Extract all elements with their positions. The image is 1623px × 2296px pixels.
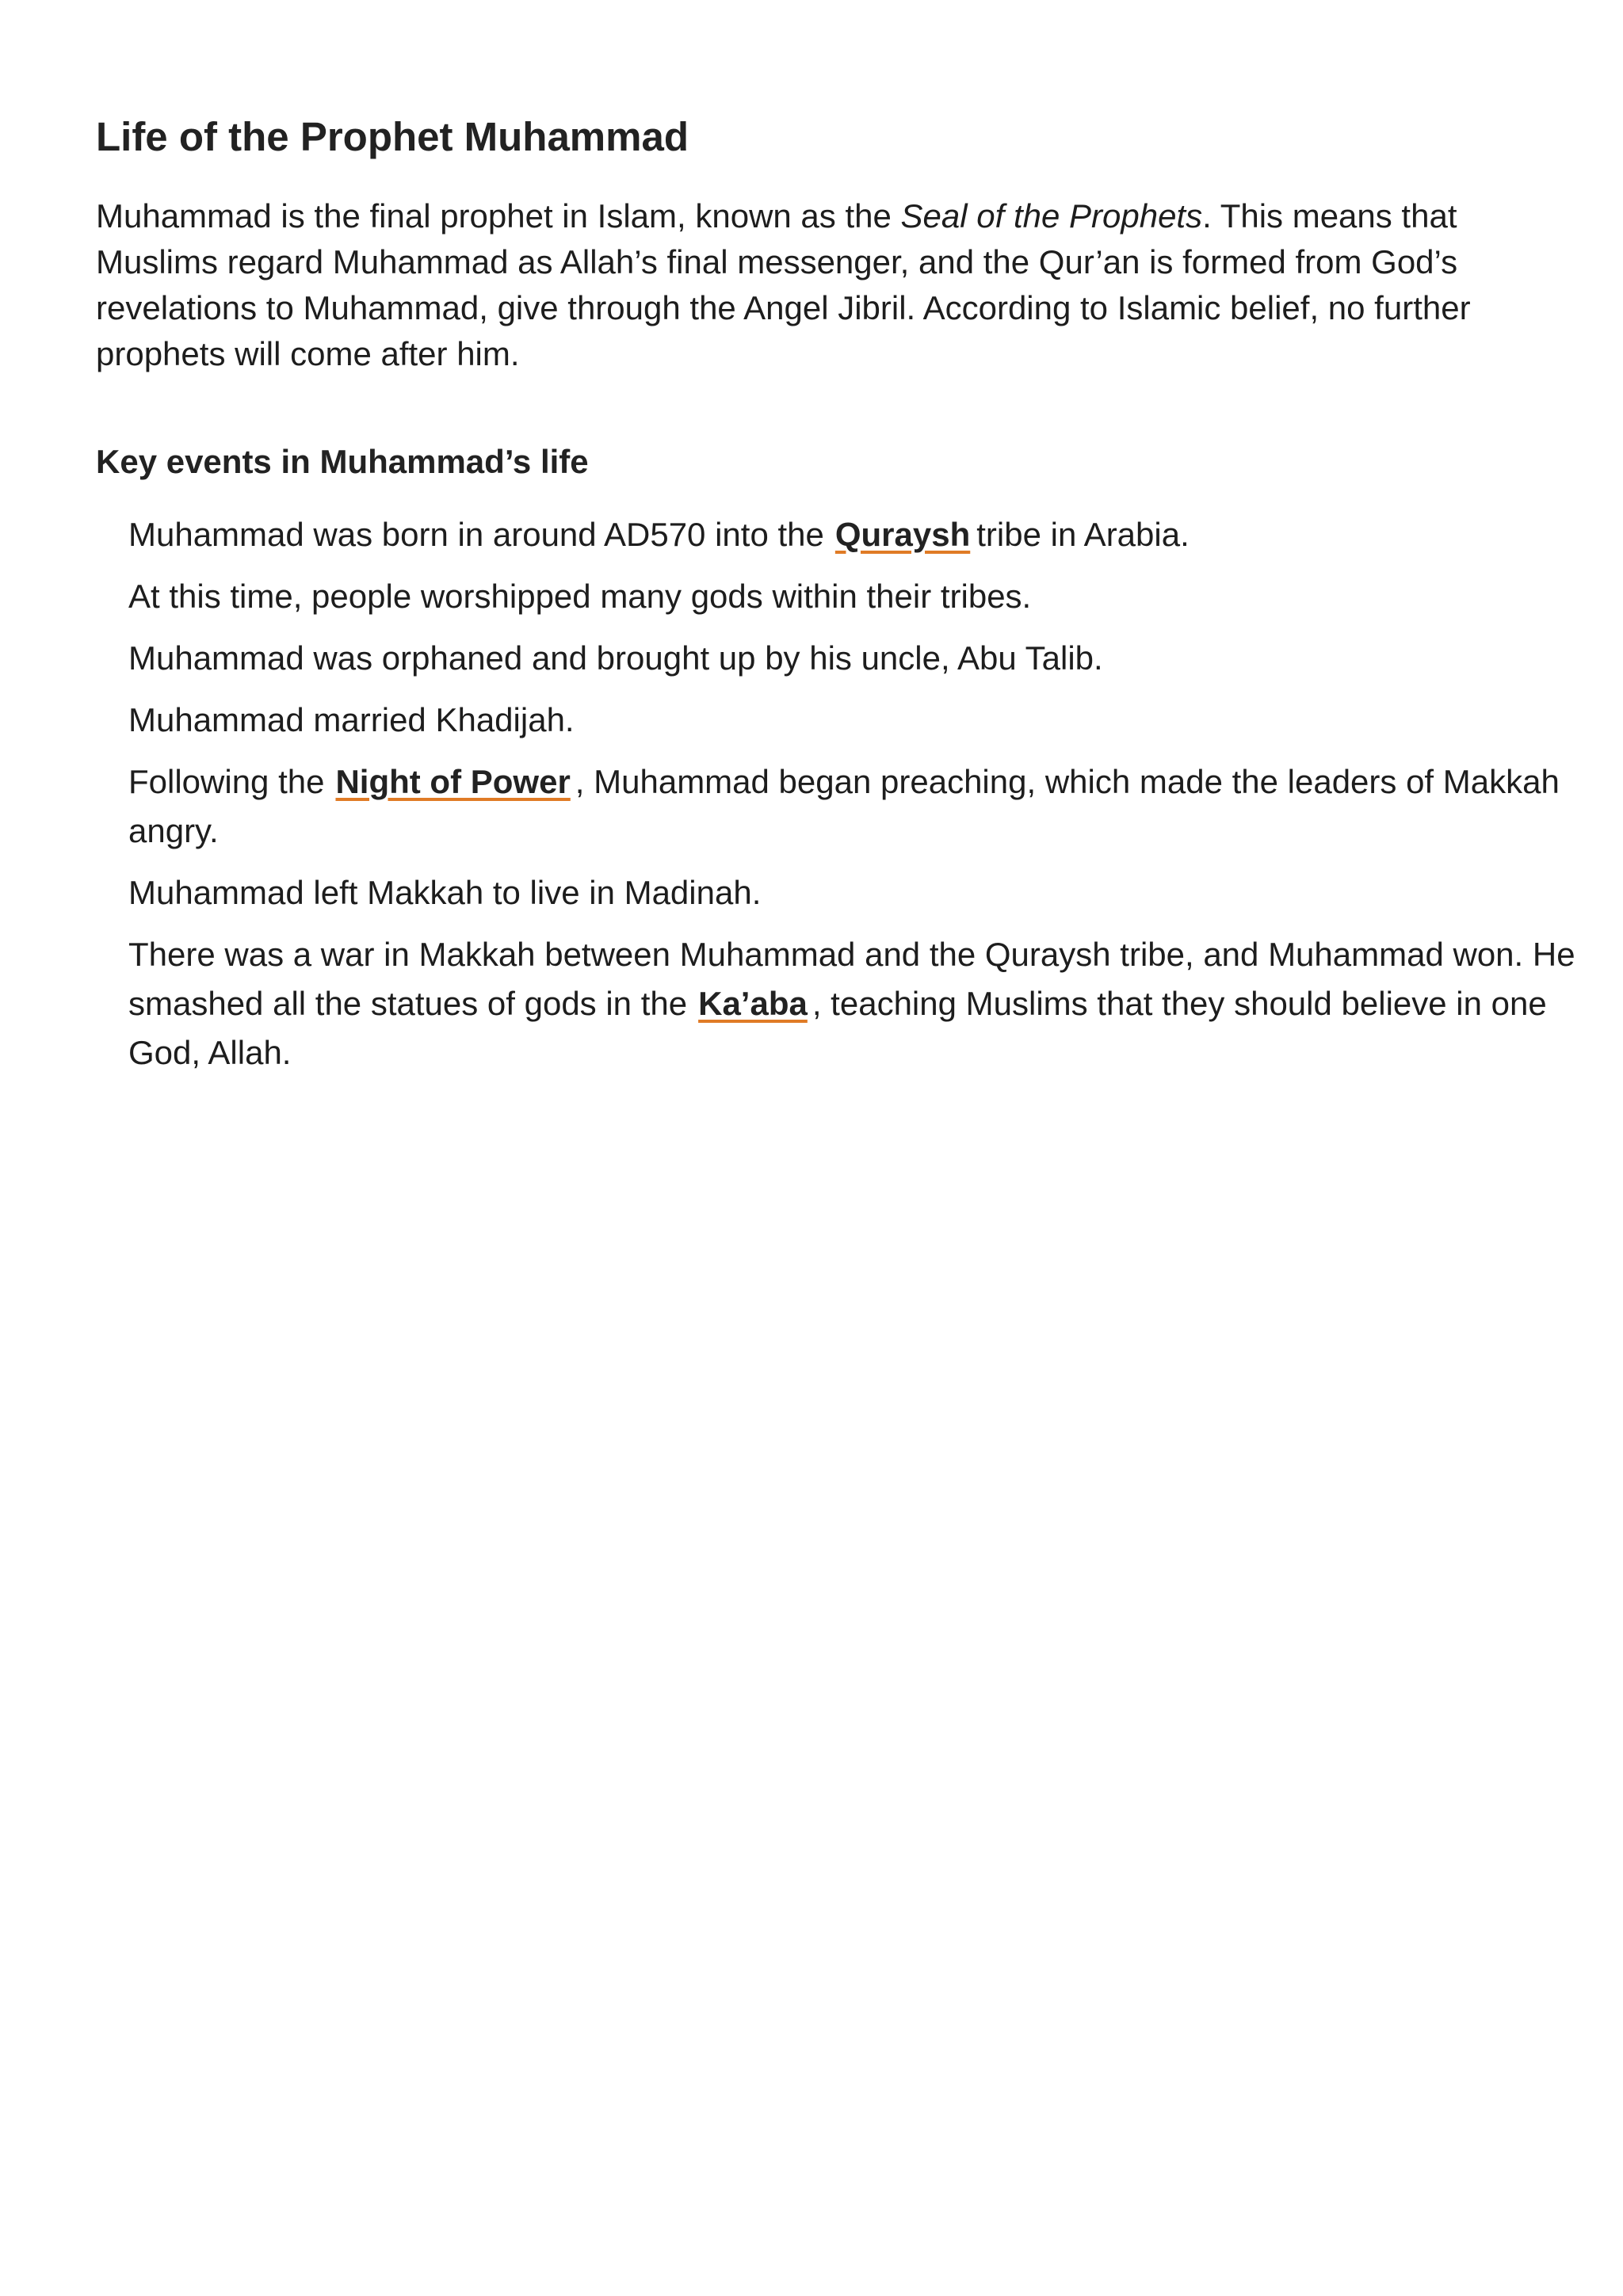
key-events-heading: Key events in Muhammad’s life [96,443,589,480]
intro-text-end: . This means that Muslims regard Muhammad as Allah’s final messenger, and the Qur’an is formed from God’s revelations to Muhammad, give through the Angel Jibril. According to Islamic belief, no further prophets will come after him. [96,197,1471,372]
event-item-born [128,510,1587,559]
event-item-night-of-power [128,757,1587,856]
glossary-link-kaaba[interactable]: Ka’aba [698,985,808,1022]
event-text: , Muhammad began preaching, which made the leaders of Makkah angry. [128,763,1560,849]
page-title: Life of the Prophet Muhammad [96,114,689,159]
event-item-war [128,930,1587,1077]
event-item-orphaned [128,634,1587,683]
event-text: Muhammad left Makkah to live in Madinah. [128,874,762,911]
key-events-list [96,510,1587,1077]
event-text: Muhammad was orphaned and brought up by his uncle, Abu Talib. [128,639,1103,677]
intro-text-start: Muhammad is the final prophet in Islam, known as the [96,197,901,235]
event-item-married [128,696,1587,745]
event-text: At this time, people worshipped many gods within their tribes. [128,578,1032,615]
event-text: There was a war in Makkah between Muhammad and the Quraysh tribe, and Muhammad won. He smashed all the statues of gods in the [128,936,1575,1022]
glossary-link-quraysh[interactable]: Quraysh [834,516,971,553]
event-item-worship [128,572,1587,621]
event-text: , teaching Muslims that they should believe in one God, Allah. [128,985,1547,1071]
intro-paragraph [96,193,1530,377]
event-text: tribe in Arabia. [976,516,1190,553]
event-text: Muhammad was born in around AD570 into the [128,516,824,553]
event-text: Muhammad married Khadijah. [128,701,575,738]
glossary-link-night-of-power[interactable]: Night of Power [335,763,571,800]
intro-emphasis: Seal of the Prophets [900,197,1203,235]
event-text: Following the [128,763,325,800]
document-page [96,109,1575,1090]
event-item-madinah [128,868,1587,917]
